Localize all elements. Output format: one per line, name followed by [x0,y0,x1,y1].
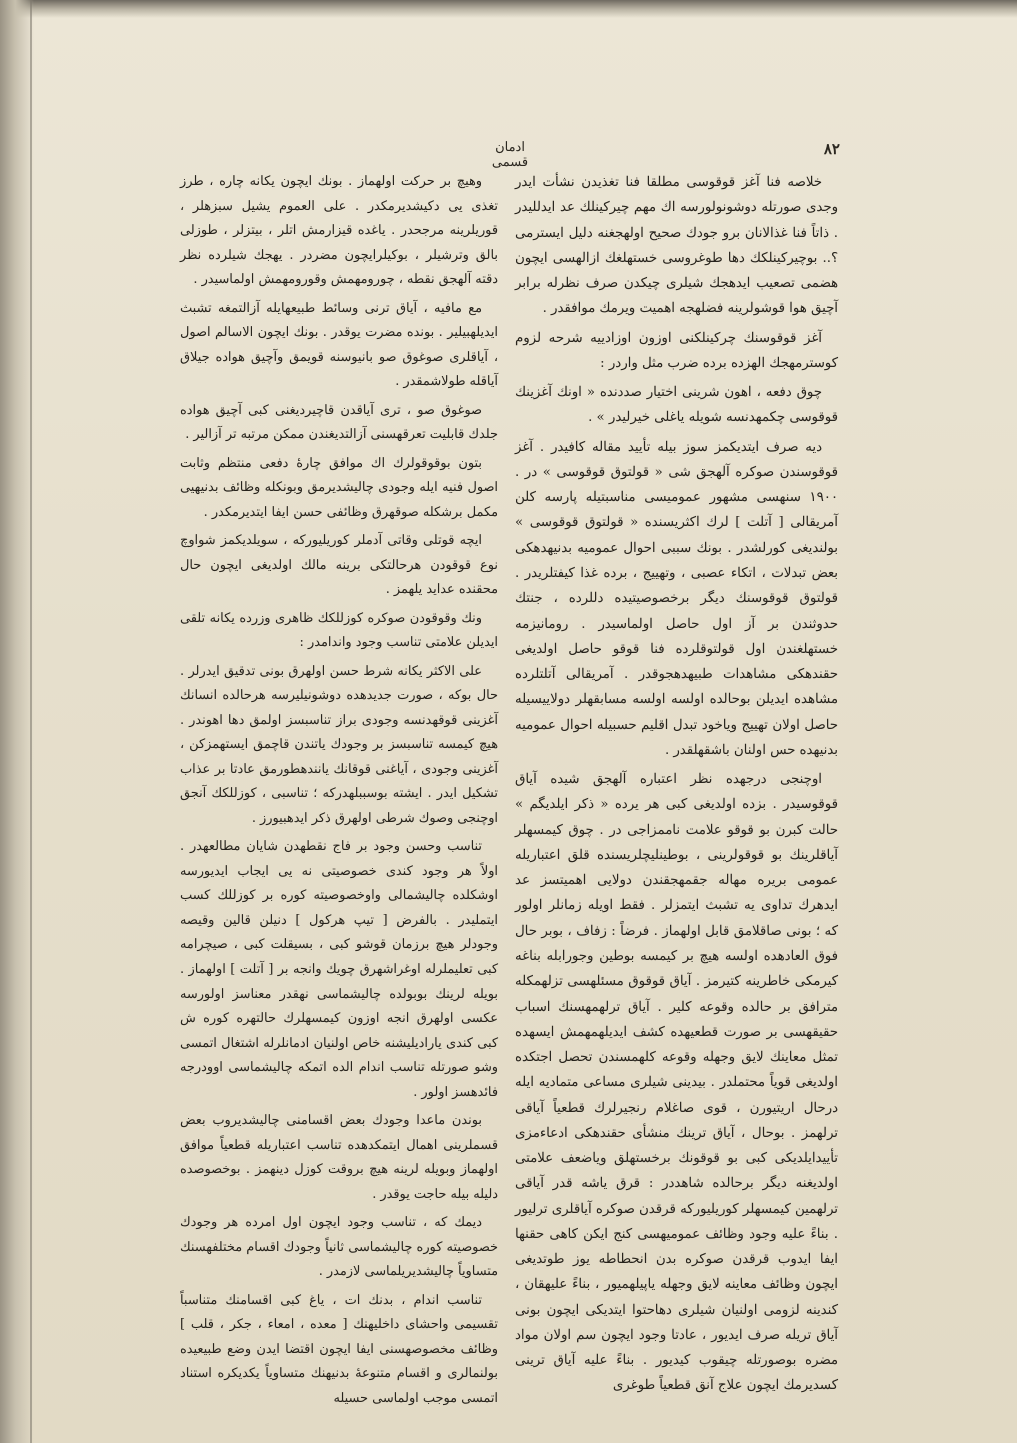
paragraph: مع مافیه ، آیاق ترنی وسائط طبیعهایله آزالتمغه تشبث ایدیلهبیلیر . بونده مضرت یوقدر . بونك ایچون الاسالم اصول ، آیاقلری صوغوق صو بانیوسنه قویمق وآچیق هواده جیلاق آیاقله طولاشمقدر . [180,300,498,390]
paragraph: اوچنجی درجهده نظر اعتباره آلهجق شیده آیاق قوقوسیدر . بزده اولدیغی كبی هر یرده « ذكر ایلدیگم » حالت كبرن بو قوقو علامت ناممزاجی در . چوق كیمسهلر آیاقلرینك بو قوقولرینی ، بوطینلیچلریسنده قلق اعتباریله عمومی بریره مهاله جقمهجقندن دولایی اهمیتسز عد ایدهرك تداوی یه تشبث ایتمزلر . فقط اویله زمانلر اولور كه ؛ بونی صاقلامق قابل اولهماز . فرضاً : زفاف ، بوبر حال فوق العادهده اولسه هیچ بر كیمسه بوطین وجورابله بناغه كیرمكی خاطرینه كتیرمز . آیاق قوقوق مسئلهسی تزلهمكله مترافق بر حالده وقوعه كلیر . آیاق ترلهمهسنك اسباب حقیقهسی بر صورت قطعیهده كشف ایدیلهمهمش ایسهده تمثل معاینك لایق وجهله وقوعه كلهمسندن تحصل اجتكده اولدیغی قویاً محتملدر . بیدینی شیلری مساعی متمادیه ایله درحال اریتیورن ، قوی صاغلام رنجیرلرك قطعیاً آیاقی ترلهمز . بوحال ، آیاق ترینك منشأی حقندهكی ادعاءمزی تأییدایلدیكی كبی بو قوقونك برخستهلق ویاضعف علامتی اولدیغنه دیگر برحالده شاهددر : قرق یاشه قدر آیاقی ترلهمین كیمسهلر كوریلیوركه قرقدن صوكره آیاقلری ترلیور . بناءً علیه وجود وظائف عمومیهسی كنج ایكن كاهی حقنها ایفا ایدوب قرقدن صوكره بدن انحطاطه یوز طوتدیغی ایچون وظائف معاینه لایق وجهله یاپیلهمیور ، بناءً علیهقان ، كندینه لزومی اولنیان شیلری دهاحتوا ایتدیكی ایچون بونی آیاق تریله صرف ایدیور ، عادتا وجود ایچون سم اولان مواد مضره بوصورتله چیقوب كیدیور . بناءً علیه آیاق ترینی كسدیرمك ایچون علاج آنق قطعیاً طوغری [515,772,838,1394]
page-number: ۸۲ [823,140,840,158]
paragraph: علی الاكثر یكانه شرط حسن اولهرق بونی تدقیق ایدرلر . حال بوكه ، صورت جدیدهده دوشونیلیرسه هرحالده انسانك آغزینی قوقهدنسه وجودی براز تناسبسز اولمق دها اهوندر . هیچ كیمسه تناسبسز بر وجودك یاتندن قاچمق ایستهمزكن ، آغزینی وجودی ، آیاغنی قوقانك یانندهطورمق عادتا بر عذاب تشكیل ایدر . ایشته بوسببلهدركه ؛ تناسبی ، كوزللكك آنجق اوچنجی وصوك شرطی اولهرق ذكر ایدهبیورز . [180,663,498,826]
paragraph: تناسب وحسن وجود بر فاج نقطهدن شایان مطالعهدر . اولاً هر وجود كندی خصوصیتی نه یی ایجاب ایدیورسه اوشكلده چالیشمالی واوخصوصیته كوره بر كوزللك كسب ایتملیدر . بالفرض [ تیپ هركول ] دنیلن قالین وقیصه وجودلر هیچ برزمان قوشو كبی ، بسیقلت كبی ، صیچرامه كبی تعلیملرله اوغراشهرق چویك وانجه بر [ آتلت ] اولهماز . بویله لرینك بوبولده چالیشماسی نهقدر معناسز اولورسه عكسی اولهرق انجه اوزون كیمسهلرك حالتهره كوره ش كبی كندی یارادیلیشنه خاص اولنیان ادمانلرله اشتغال اتمسی وشو صورتله تناسب اندام الده اتمكه چالیشماسی اوودرجه فائدهسز اولور . [180,839,498,1100]
right-text-column [515,170,838,1403]
paragraph: صوغوق صو ، ترى آیاقدن قاچیردیغنی كبی آچیق هواده جلدك قابلیت تعرقهسنی آزالتدیغندن ممكن مرتبه تر آزالیر . [180,402,498,443]
section-title: ادمان قسمی [491,140,529,170]
paragraph: ونك وقوقودن صوكره كوزللكك ظاهری وزرده یكانه تلقی ایدیلن علامتی تناسب وجود واندامدر : [180,610,498,651]
paragraph: وهیچ بر حركت اولهماز . بونك ایچون یكانه چاره ، طرز تغذی یی دكیشدیرمكدر . علی العموم یشیل سبزهلر ، قوریلرینه مرجحدر . یاغده قیزارمش اتلر ، بیتزلر ، طوزلی بالق وترشیلر ، بوكیلرایچون مضردر . یهجك شیلرده نظر دقته آلهجق نقطه ، چورومهمش وقورومهمش اولماسیدر . [180,174,498,288]
paragraph: چوق دفعه ، اهون شرینی اختیار صددنده « اونك آغزینك قوقوسی چكمهدنسه شویله یاغلی خیرلیدر » . [515,385,838,426]
paragraph: خلاصه فنا آغز قوقوسی مطلقا فنا تغذیدن نشأت ایدر وجدی صورتله دوشونولورسه اك مهم چیركینلك عد ایدللیدر . ذاتاً فنا غذالانان برو جودك صحیح اولهجغنه دلیل ایسترمی ؟.. بوچیركینلكك دها طوغروسی خستهلغك ازالهسی ایچون هضمی تصعیب ایدهجك شیلری چیكدن صرف نظرله برابر آچیق هوا قوشولرینه فضلهجه اهمیت ویرمك موافقدر . [515,175,838,317]
paragraph: تناسب اندام ، بدنك ات ، یاغ كبی اقسامنك متناسباً تقسیمی واحشای داخلیهنك [ معده ، امعاء ، جكر ، قلب ] وظائف مخصوصهسنی ایفا ایچون اقتضا ایدن وضع طبیعیده بولنمالری و اقسام متنوعهٔ بدنیهنك متساویاً یكدیكره استناد اتمسی موجب اولماسی حسیله [180,1292,498,1406]
page-top-edge-shadow [0,0,1017,18]
paragraph: دیمك كه ، تناسب وجود ایچون اول امرده هر وجودك خصوصیته كوره چالیشماسی ثانیاً وجودك اقسام مختلفهسنك متساویاً چالیشدیریلماسی لازمدر . [180,1215,498,1280]
left-text-column [180,170,498,1415]
binding-shadow [0,0,34,1443]
running-head [180,140,840,170]
paragraph: بوندن ماعدا وجودك بعض اقسامنی چالیشدیروب بعض قسملرینی اهمال ایتمكدهده تناسب اعتباریله قطعیاً موافق اولهماز وبویله لرینه هیچ بروقت كوزل دینهمز . بوخصوصده دلیله بیله حاجت یوقدر . [180,1113,498,1202]
paragraph: آغز قوقوسنك چركینلكنی اوزون اوزادییه شرحه لزوم كوسترمهجك الهزده برده ضرب مثل واردر : [515,330,838,371]
paragraph: بتون بوقوقولرك اك موافق چارهٔ دفعی منتظم وثابت اصول فنیه ایله وجودی چالیشدیرمق وبونكله وظائف بدنیهیی مكمل برشكله صوقهرق وظائفی حسن ایفا ایتدیرمكدر . [180,455,498,520]
paragraph: دیه صرف ایتدیكمز سوز بیله تأیید مقاله كافیدر . آغز قوقوسندن صوكره آلهجق شی « قولتوق قوقوسی » در . ۱۹۰۰ سنهسی مشهور عمومیسی مناسبتیله پارسه كلن آمریقالی [ آتلت ] لرك اكثریسنده « قولتوق قوقوسی » بولندیغی كورلشدر . بونك سببی احوال عمومیه بدنیهدهكی بعض تبدلات ، اتكاء عصبی ، وتهییج ، برده غذا كیفتلریدر . قولتوق قوقوسنك دیگر برخصوصیتیده دللرده ، جنتك حدوثندن بر آز اول حاصل اولماسیدر . رومانیزمه خستهلغندن اول قولتوقلرده فنا قوقو حاصل اولدیغی حقندهكی مشاهدات طبیهدهجوقدر . آمریقالی آتلتلرده مشاهده ایدیلن بوحالده اولسه اولسه مسابقهلر دولاییسیله حاصل اولان تهییج ویاخود تبدل اقلیم حسبیله احوال عمومیه بدنیهده حس اولنان باشقهلقدر . [515,439,838,758]
binding-rule [30,0,32,1443]
paragraph: ایچه قوتلی وقاتی آدملر كوریلیوركه ، سویلدیكمز شواوچ نوع قوقودن هرحالتكی برینه مالك اولدیغی ایچون حال محقنده عداید یلهمز . [180,533,498,598]
